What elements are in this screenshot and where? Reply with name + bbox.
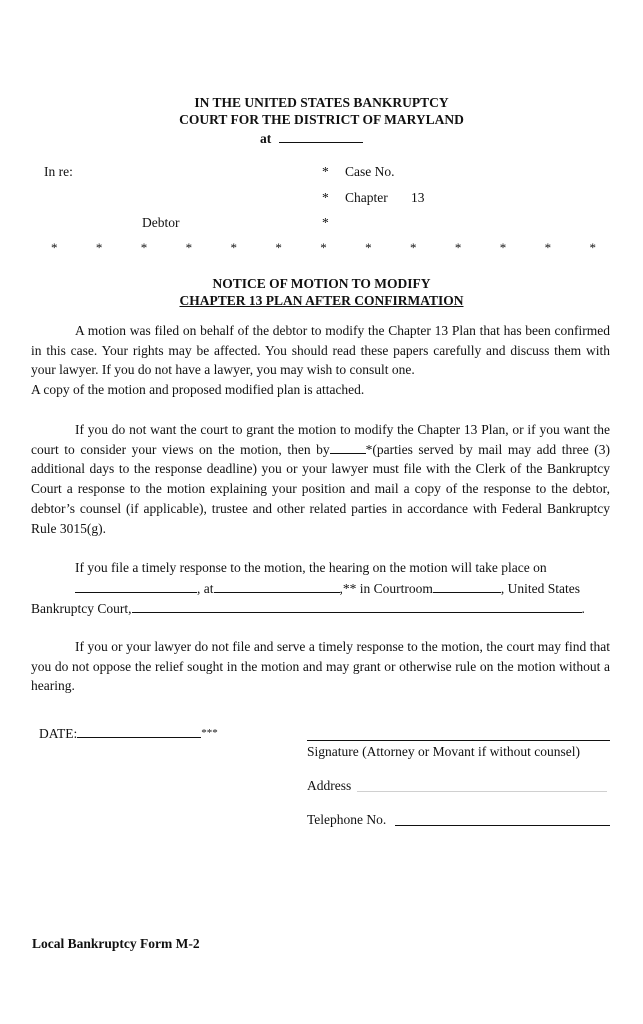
star: * [51, 240, 58, 255]
debtor-label: Debtor [142, 215, 180, 230]
bankruptcy-court-text: Bankruptcy Court, [31, 601, 132, 616]
paragraph-1-attachment: A copy of the motion and proposed modified plan is attached. [31, 382, 365, 398]
title-underlined: CHAPTER 13 PLAN AFTER CONFIRMATION [179, 293, 464, 308]
courtroom-blank [433, 580, 501, 593]
paragraph-2-text-a: If you do not want the court to grant the motion to modify the Chapter 13 Plan, or if you want the court to consider your views on the motion, then by [31, 422, 610, 457]
paragraph-2-text-b: *(parties served by mail may add three (3) additional days to the response deadline) you or your lawyer must file with the Clerk of the Bankruptcy Court a response to the motion explaining your position and mail a copy of the response to the debtor, debtor’s counsel (if applicable), trustee and other related parties in accordance with Federal Bankruptcy Rule 3015(g). [31, 441, 610, 536]
chapter-label: Chapter [345, 190, 388, 205]
paragraph-3-text: If you file a timely response to the motion, the hearing on the motion will take place on [75, 560, 547, 575]
star: * [544, 240, 552, 255]
in-re-label: In re: [44, 164, 73, 179]
paragraph-4-text: If you or your lawyer do not file and serve a timely response to the motion, the court may find that you do not oppose the relief sought in the motion and may grant or otherwise rule on the motion without a hearing. [31, 639, 610, 694]
paragraph-1-text: A motion was filed on behalf of the debtor to modify the Chapter 13 Plan that has been confirmed in this case. Your rights may be affected. You should read these papers carefully and discuss them with your lawyer. If you do not have a lawyer, you may wish to consult one. [31, 323, 610, 378]
star: * [454, 240, 462, 255]
deadline-blank [330, 441, 366, 454]
court-header-line1: IN THE UNITED STATES BANKRUPTCY [194, 95, 449, 110]
case-no-label: Case No. [345, 164, 395, 179]
date-stars: *** [201, 727, 218, 739]
star: * [365, 240, 372, 255]
courtroom-text: ,** in Courtroom [339, 581, 433, 596]
court-address-blank [132, 600, 582, 613]
star: * [499, 240, 507, 255]
paragraph-2 [31, 420, 610, 538]
notice-title-line2 [0, 293, 643, 309]
date-label: DATE: [39, 726, 78, 741]
court-header-line2: COURT FOR THE DISTRICT OF MARYLAND [179, 112, 464, 127]
caption-star: * [322, 164, 329, 179]
period: . [581, 601, 585, 616]
court-location [260, 130, 363, 147]
form-number: Local Bankruptcy Form M-2 [32, 936, 200, 951]
notice-title-line1: NOTICE OF MOTION TO MODIFY [212, 276, 431, 291]
hearing-date-blank [75, 580, 197, 593]
court-line [31, 600, 585, 617]
telephone-label: Telephone No. [307, 812, 387, 827]
star: * [410, 240, 417, 255]
paragraph-3 [31, 558, 610, 578]
paragraph-1 [31, 321, 610, 400]
at-label: at [260, 131, 272, 146]
star: * [230, 240, 237, 255]
date-field [39, 725, 218, 742]
address-label: Address [307, 778, 352, 793]
caption-star: * [322, 215, 329, 230]
caption-star: * [322, 190, 329, 205]
star: * [589, 240, 596, 255]
address-line [357, 791, 607, 792]
at-text: , at [197, 581, 214, 596]
date-blank [77, 725, 201, 738]
signature-line [307, 740, 610, 741]
signature-label: Signature (Attorney or Movant if without counsel) [307, 744, 580, 759]
star: * [320, 240, 327, 255]
star: * [140, 240, 148, 255]
telephone-line [395, 825, 610, 826]
separator-stars [51, 240, 596, 256]
star: * [275, 240, 282, 255]
chapter-value: 13 [411, 190, 425, 205]
hearing-time-blank [214, 580, 340, 593]
paragraph-4 [31, 637, 610, 696]
united-states-text: , United States [500, 581, 580, 596]
star: * [185, 240, 193, 255]
location-blank [279, 130, 363, 143]
star: * [95, 240, 103, 255]
hearing-line [75, 580, 580, 597]
